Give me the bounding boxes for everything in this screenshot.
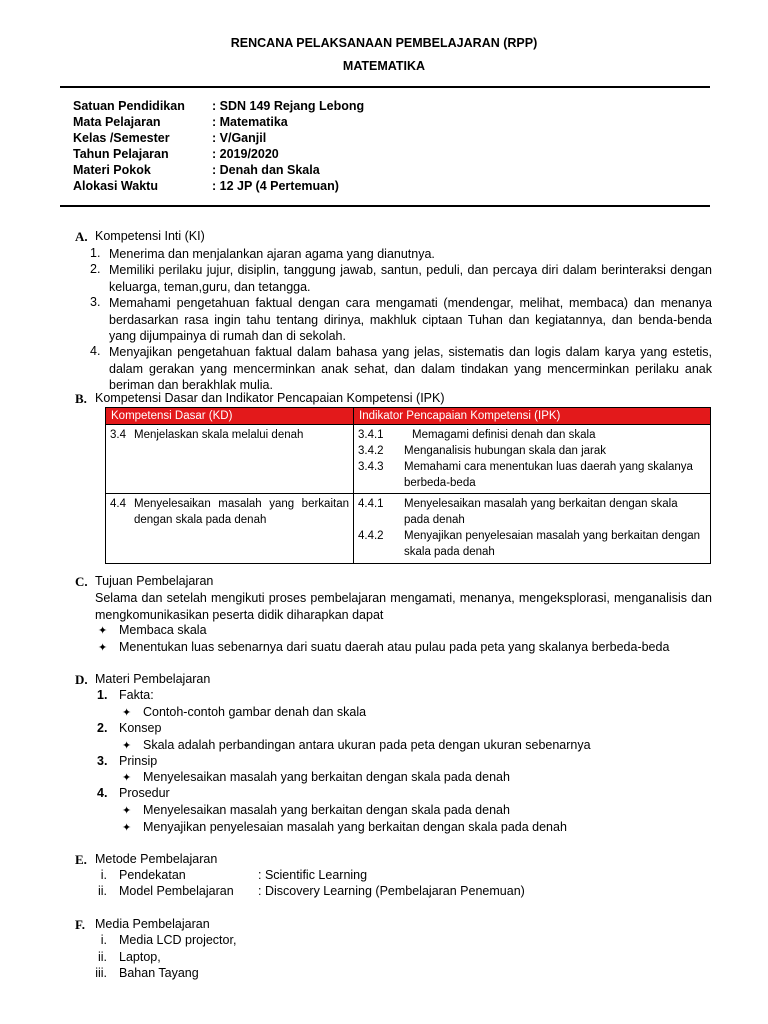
group-title: Konsep <box>119 721 162 735</box>
section-title: Kompetensi Inti (KI) <box>95 229 205 243</box>
bullet-text: Contoh-contoh gambar denah dan skala <box>143 705 367 719</box>
list-number: 3. <box>90 295 101 309</box>
section-letter: D. <box>75 672 88 687</box>
ipk-text: Menyelesaikan masalah yang berkaitan dengan skala pada denah <box>404 498 678 526</box>
section-letter: B. <box>75 391 87 406</box>
identity-label: Mata Pelajaran <box>73 115 161 129</box>
method-label: Pendekatan <box>119 868 186 882</box>
group-number: 2. <box>97 721 108 735</box>
ipk-text: Memagami definisi denah dan skala <box>412 429 596 441</box>
ipk-code: 3.4.2 <box>358 445 384 457</box>
section-title: Tujuan Pembelajaran <box>95 574 214 588</box>
section-title: Media Pembelajaran <box>95 917 210 931</box>
list-item-text: Menyajikan pengetahuan faktual dalam bahasa yang jelas, sistematis dan logis dalam karya yang estetis, dalam gerakan yang mencerminkan anak sehat, dan dalam tindakan yang mencerminkan perilaku anak beriman dan berakhlak mulia. <box>109 345 712 392</box>
media-item: Laptop, <box>119 950 161 964</box>
kd-cell <box>106 425 354 494</box>
kd-text: Menjelaskan skala melalui denah <box>134 429 304 441</box>
document-title: RENCANA PELAKSANAAN PEMBELAJARAN (RPP) <box>230 36 538 50</box>
method-label: Model Pembelajaran <box>119 884 234 898</box>
group-number: 1. <box>97 688 108 702</box>
kd-text: Menyelesaikan masalah yang berkaitan dengan skala pada denah <box>134 498 349 526</box>
identity-label: Tahun Pelajaran <box>73 147 169 161</box>
bullet-text: Skala adalah perbandingan antara ukuran pada peta dengan ukuran sebenarnya <box>143 738 591 752</box>
group-number: 3. <box>97 754 108 768</box>
bullet-star-icon: ✦ <box>122 822 132 834</box>
list-item-text: Menerima dan menjalankan ajaran agama yang dianutnya. <box>109 247 435 261</box>
section-letter: C. <box>75 574 88 589</box>
section-intro: Selama dan setelah mengikuti proses pembelajaran mengamati, menanya, mengeksplorasi, menganalisis dan mengkomunikasikan peserta didik diharapkan dapat <box>95 591 712 622</box>
identity-label: Kelas /Semester <box>73 131 170 145</box>
media-item: Media LCD projector, <box>119 933 237 947</box>
kd-code: 3.4 <box>110 429 126 441</box>
table-header-row <box>106 408 711 425</box>
ipk-text: Memahami cara menentukan luas daerah yang skalanya berbeda-beda <box>404 461 693 489</box>
bullet-star-icon: ✦ <box>122 707 132 719</box>
table-row <box>106 425 711 494</box>
table-header-ipk: Indikator Pencapaian Kompetensi (IPK) <box>354 408 711 425</box>
section-letter: E. <box>75 852 87 867</box>
kd-cell <box>106 494 354 564</box>
ipk-code: 3.4.1 <box>358 429 384 441</box>
kd-code: 4.4 <box>110 498 126 510</box>
list-number: 4. <box>90 344 101 358</box>
bullet-text: Menyelesaikan masalah yang berkaitan dengan skala pada denah <box>143 803 510 817</box>
bullet-text: Menyelesaikan masalah yang berkaitan dengan skala pada denah <box>143 770 510 784</box>
list-number: 1. <box>90 246 101 260</box>
header-divider <box>60 86 710 88</box>
table-row <box>106 494 711 564</box>
group-number: 4. <box>97 786 108 800</box>
table-header-kd: Kompetensi Dasar (KD) <box>106 408 354 425</box>
bullet-text: Membaca skala <box>119 623 207 637</box>
identity-value: : Matematika <box>212 115 288 129</box>
bullet-star-icon: ✦ <box>98 625 108 637</box>
section-title: Metode Pembelajaran <box>95 852 218 866</box>
list-item-text: Memiliki perilaku jujur, disiplin, tanggung jawab, santun, peduli, dan percaya diri dalam berinteraksi dengan keluarga, teman,guru, dan tetangga. <box>109 263 712 294</box>
bullet-star-icon: ✦ <box>122 740 132 752</box>
ipk-code: 4.4.2 <box>358 530 384 542</box>
identity-value: : 2019/2020 <box>212 147 279 161</box>
ipk-code: 3.4.3 <box>358 461 384 473</box>
ipk-cell <box>354 494 711 564</box>
method-value: : Scientific Learning <box>258 868 368 882</box>
group-title: Fakta: <box>119 688 154 702</box>
document-subtitle: MATEMATIKA <box>342 59 426 73</box>
roman-number: i. <box>100 868 107 882</box>
roman-number: i. <box>100 933 107 947</box>
list-item-text: Memahami pengetahuan faktual dengan cara mengamati (mendengar, melihat, membaca) dan menanya berdasarkan rasa ingin tahu tentang dirinya, makhluk ciptaan Tuhan dan kegiatannya, dan benda-benda yang dijumpainya di rumah dan di sekolah. <box>109 296 712 343</box>
identity-divider <box>60 205 710 207</box>
section-title: Kompetensi Dasar dan Indikator Pencapaian Kompetensi (IPK) <box>95 391 445 405</box>
section-title: Materi Pembelajaran <box>95 672 211 686</box>
identity-value: : SDN 149 Rejang Lebong <box>212 99 365 113</box>
ipk-text: Menganalisis hubungan skala dan jarak <box>404 445 607 457</box>
list-number: 2. <box>90 262 101 276</box>
section-letter: A. <box>75 229 88 244</box>
ipk-text: Menyajikan penyelesaian masalah yang berkaitan dengan skala pada denah <box>404 530 701 558</box>
kd-ipk-table <box>105 407 711 564</box>
roman-number: ii. <box>97 950 107 964</box>
bullet-text: Menentukan luas sebenarnya dari suatu daerah atau pulau pada peta yang skalanya berbeda-beda <box>119 640 670 654</box>
identity-value: : Denah dan Skala <box>212 163 320 177</box>
roman-number: iii. <box>95 966 107 980</box>
identity-value: : V/Ganjil <box>212 131 267 145</box>
ipk-code: 4.4.1 <box>358 498 384 510</box>
identity-label: Satuan Pendidikan <box>73 99 185 113</box>
section-letter: F. <box>75 917 85 932</box>
bullet-star-icon: ✦ <box>98 642 108 654</box>
identity-value: : 12 JP (4 Pertemuan) <box>212 179 339 193</box>
bullet-star-icon: ✦ <box>122 772 132 784</box>
group-title: Prosedur <box>119 786 170 800</box>
bullet-star-icon: ✦ <box>122 805 132 817</box>
ipk-cell <box>354 425 711 494</box>
group-title: Prinsip <box>119 754 158 768</box>
bullet-text: Menyajikan penyelesaian masalah yang berkaitan dengan skala pada denah <box>143 820 567 834</box>
method-value: : Discovery Learning (Pembelajaran Penemuan) <box>258 884 525 898</box>
identity-label: Alokasi Waktu <box>73 179 158 193</box>
identity-label: Materi Pokok <box>73 163 151 177</box>
media-item: Bahan Tayang <box>119 966 199 980</box>
roman-number: ii. <box>97 884 107 898</box>
